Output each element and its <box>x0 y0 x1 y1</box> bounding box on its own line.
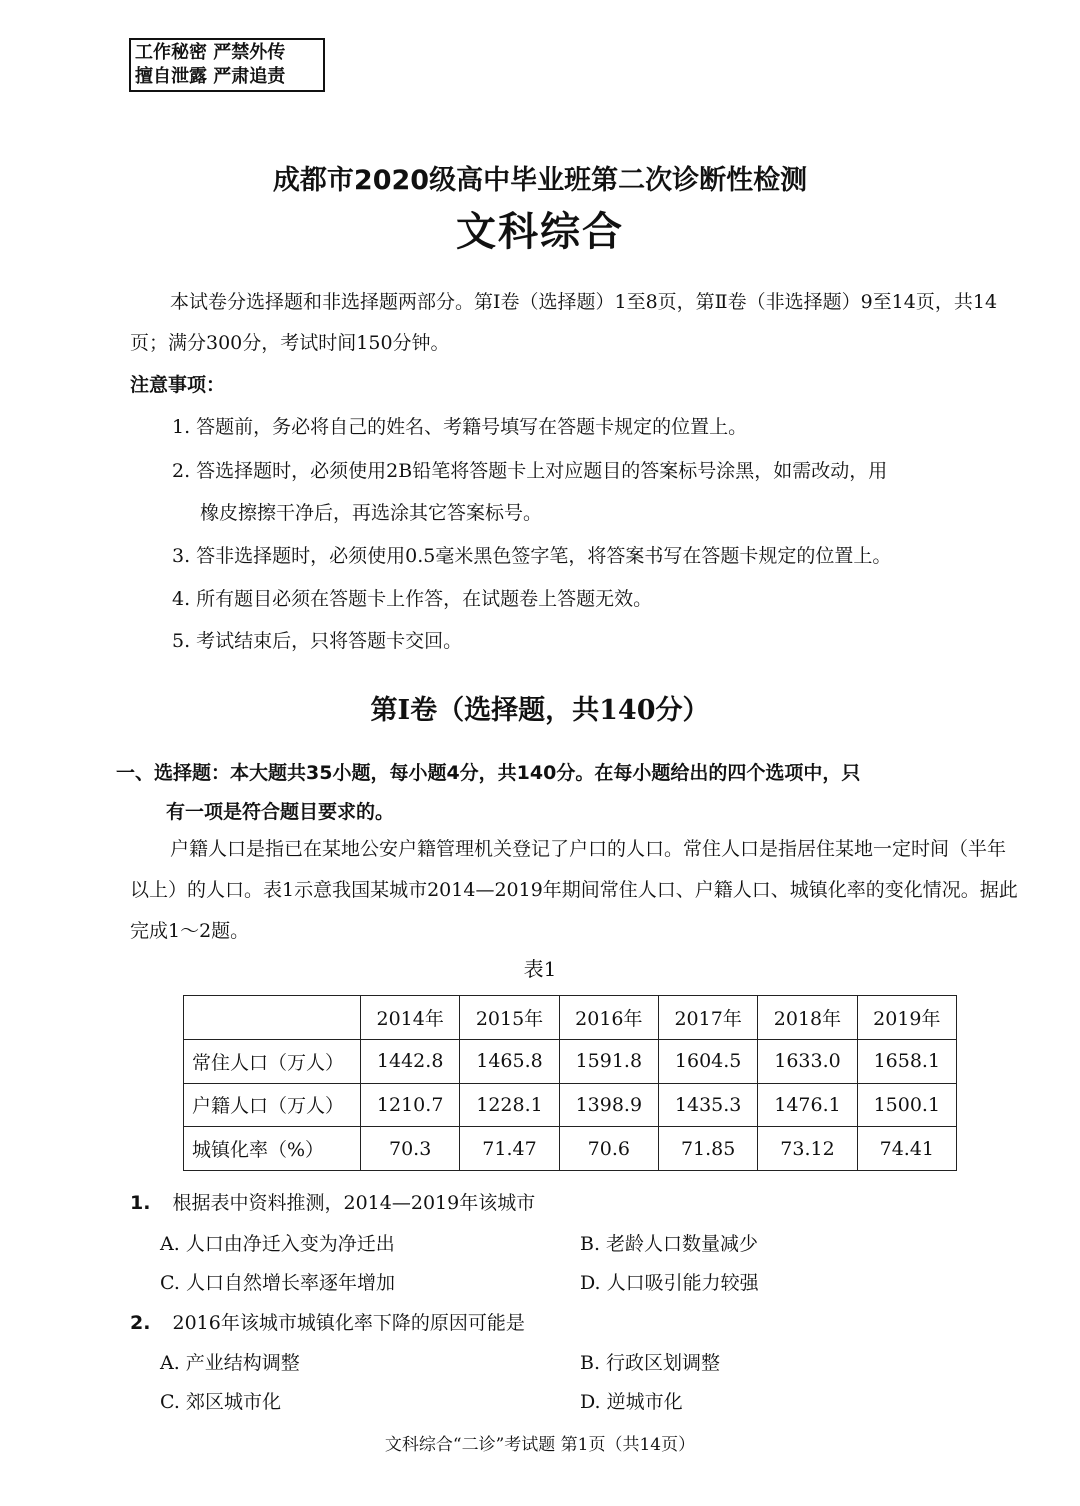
q1-option-b: B. 老龄人口数量减少 <box>580 1233 759 1255</box>
intro-paragraph: 本试卷分选择题和非选择题两部分。第Ⅰ卷（选择题）1至8页，第Ⅱ卷（非选择题）9至14页，共14页；满分300分，考试时间150分钟。 <box>130 291 998 354</box>
table-cell: 1228.1 <box>460 1083 559 1127</box>
table-cell: 71.47 <box>460 1127 559 1171</box>
notice-heading: 注意事项： <box>130 374 226 396</box>
table-cell: 1435.3 <box>658 1083 757 1127</box>
question-1 <box>130 1188 535 1215</box>
table-header-cell: 2014年 <box>361 996 460 1040</box>
notice-item-2: 2. 答选择题时，必须使用2B铅笔将答题卡上对应题目的答案标号涂黑，如需改动，用 <box>172 460 888 482</box>
page-footer: 文科综合“二诊”考试题 第1页（共14页） <box>384 1435 696 1455</box>
table-cell: 71.85 <box>658 1127 757 1171</box>
table-cell: 1633.0 <box>758 1039 857 1083</box>
table-cell: 70.3 <box>361 1127 460 1171</box>
stamp-line-1: 工作秘密 严禁外传 <box>135 42 286 63</box>
table-cell: 74.41 <box>857 1127 956 1171</box>
table-cell: 1500.1 <box>857 1083 956 1127</box>
part-one-instructions <box>116 754 1016 832</box>
notice-item-5: 5. 考试结束后，只将答题卡交回。 <box>172 630 463 652</box>
table-cell: 1398.9 <box>559 1083 658 1127</box>
table-header-cell: 2016年 <box>559 996 658 1040</box>
confidential-stamp <box>129 38 325 92</box>
exam-title: 成都市2020级高中毕业班第二次诊断性检测 <box>272 165 808 196</box>
question-stem: 2016年该城市城镇化率下降的原因可能是 <box>172 1312 525 1334</box>
table-header-row <box>184 996 957 1040</box>
notice-item-3: 3. 答非选择题时，必须使用0.5毫米黑色签字笔，将答案书写在答题卡规定的位置上。 <box>172 545 892 567</box>
q2-option-a: A. 产业结构调整 <box>160 1352 300 1374</box>
q1-option-c: C. 人口自然增长率逐年增加 <box>160 1272 395 1294</box>
table-cell: 1465.8 <box>460 1039 559 1083</box>
table-row-header: 户籍人口（万人） <box>184 1083 361 1127</box>
table-cell: 1591.8 <box>559 1039 658 1083</box>
table-row-header: 城镇化率（%） <box>184 1127 361 1171</box>
part-one-line-1: 一、选择题：本大题共35小题，每小题4分，共140分。在每小题给出的四个选项中，只 <box>116 762 861 784</box>
stamp-line-2: 擅自泄露 严肃追责 <box>135 66 286 87</box>
question-number: 2. <box>130 1312 151 1334</box>
table-cell: 73.12 <box>758 1127 857 1171</box>
question-stem: 根据表中资料推测，2014—2019年该城市 <box>172 1192 536 1214</box>
question-2 <box>130 1308 525 1335</box>
notice-item-1: 1. 答题前，务必将自己的姓名、考籍号填写在答题卡规定的位置上。 <box>172 416 748 438</box>
table-cell: 1476.1 <box>758 1083 857 1127</box>
subject-title: 文科综合 <box>456 209 624 255</box>
table-header-cell <box>184 996 361 1040</box>
q2-option-c: C. 郊区城市化 <box>160 1391 281 1413</box>
table-row-header: 常住人口（万人） <box>184 1039 361 1083</box>
table-cell: 1604.5 <box>658 1039 757 1083</box>
part-one-line-2: 有一项是符合题目要求的。 <box>166 801 395 823</box>
table-cell: 70.6 <box>559 1127 658 1171</box>
table-header-cell: 2015年 <box>460 996 559 1040</box>
q2-option-b: B. 行政区划调整 <box>580 1352 721 1374</box>
q1-option-d: D. 人口吸引能力较强 <box>580 1272 759 1294</box>
table-cell: 1442.8 <box>361 1039 460 1083</box>
table-caption: 表1 <box>523 957 557 981</box>
section-title: 第Ⅰ卷（选择题，共140分） <box>370 695 710 726</box>
q2-option-d: D. 逆城市化 <box>580 1391 683 1413</box>
table-header-cell: 2017年 <box>658 996 757 1040</box>
table-cell: 1210.7 <box>361 1083 460 1127</box>
material-paragraph: 户籍人口是指已在某地公安户籍管理机关登记了户口的人口。常住人口是指居住某地一定时间（半年以上）的人口。表1示意我国某城市2014—2019年期间常住人口、户籍人口、城镇化率的变化情况。据此完成1～2题。 <box>130 838 1018 942</box>
table-row <box>184 1127 957 1171</box>
table-header-cell: 2018年 <box>758 996 857 1040</box>
notice-item-2-cont: 橡皮擦擦干净后，再选涂其它答案标号。 <box>200 502 543 524</box>
table-cell: 1658.1 <box>857 1039 956 1083</box>
question-number: 1. <box>130 1192 151 1214</box>
table-header-cell: 2019年 <box>857 996 956 1040</box>
notice-item-4: 4. 所有题目必须在答题卡上作答，在试题卷上答题无效。 <box>172 588 653 610</box>
q1-option-a: A. 人口由净迁入变为净迁出 <box>160 1233 395 1255</box>
table-row <box>184 1039 957 1083</box>
data-table <box>183 995 957 1171</box>
table-row <box>184 1083 957 1127</box>
